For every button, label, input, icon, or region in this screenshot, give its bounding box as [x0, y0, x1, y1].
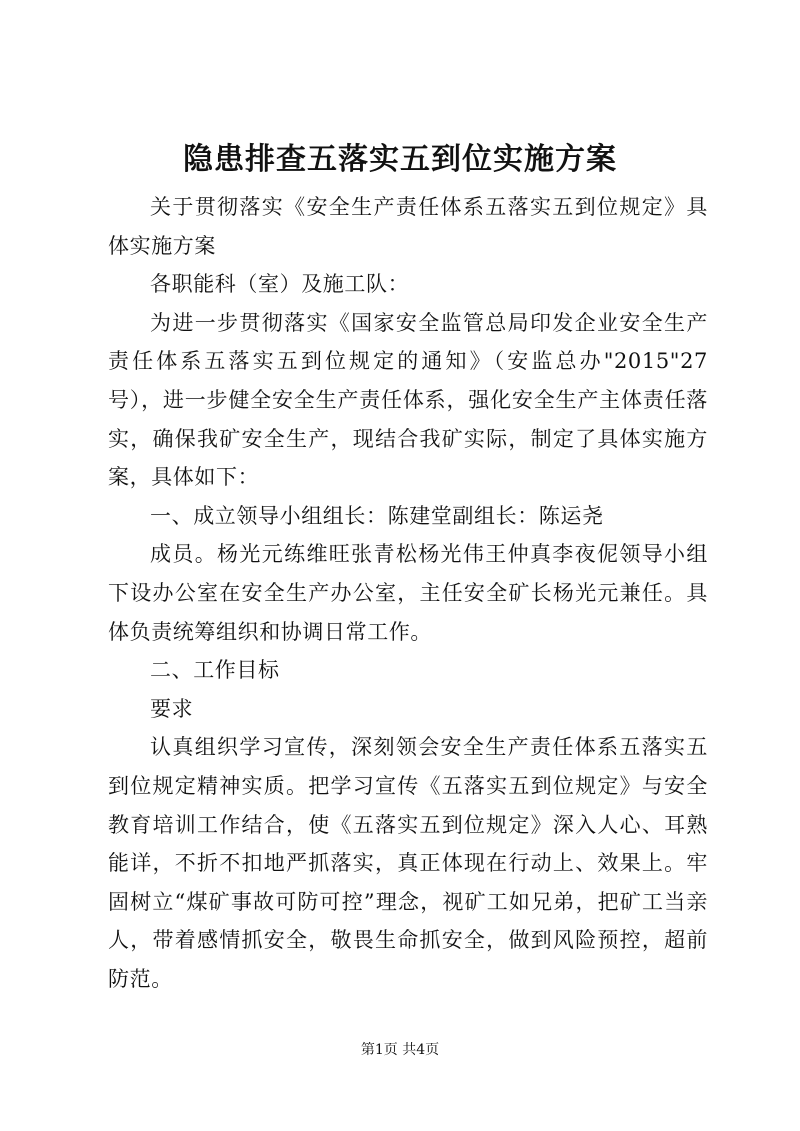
paragraph-study-publicity: 认真组织学习宣传，深刻领会安全生产责任体系五落实五到位规定精神实质。把学习宣传《五落实五到位规定》与安全教育培训工作结合，使《五落实五到位规定》深入人心、耳熟能详，不折不扣地严抓落实，真正体现在行动上、效果上。牢固树立“煤矿事故可防可控”理念，视矿工如兄弟，把矿工当亲人，带着感情抓安全，敬畏生命抓安全，做到风险预控，超前防范。 [108, 735, 708, 991]
paragraph-addressee: 各职能科（室）及施工队： [150, 272, 410, 297]
section-heading-leadership: 一、成立领导小组组长：陈建堂副组长：陈运尧 [150, 503, 604, 528]
paragraph-subject: 关于贯彻落实《安全生产责任体系五落实五到位规定》具体实施方案 [108, 195, 708, 258]
document-title: 隐患排查五落实五到位实施方案 [183, 142, 617, 177]
page-footer: 第1页 共4页 [360, 1042, 440, 1058]
section-heading-goals: 二、工作目标 [150, 658, 280, 683]
paragraph-members: 成员。杨光元练维旺张青松杨光伟王仲真李夜伲领导小组下设办公室在安全生产办公室，主任安全矿长杨光元兼任。具体负责统筹组织和协调日常工作。 [108, 542, 708, 644]
subheading-requirements: 要求 [150, 696, 194, 721]
paragraph-intro: 为进一步贯彻落实《国家安全监管总局印发企业安全生产责任体系五落实五到位规定的通知》（安监总办"2015"27号），进一步健全安全生产责任体系，强化安全生产主体责任落实，确保我矿安全生产，现结合我矿实际，制定了具体实施方案，具体如下： [108, 310, 708, 490]
document-body [108, 188, 708, 998]
